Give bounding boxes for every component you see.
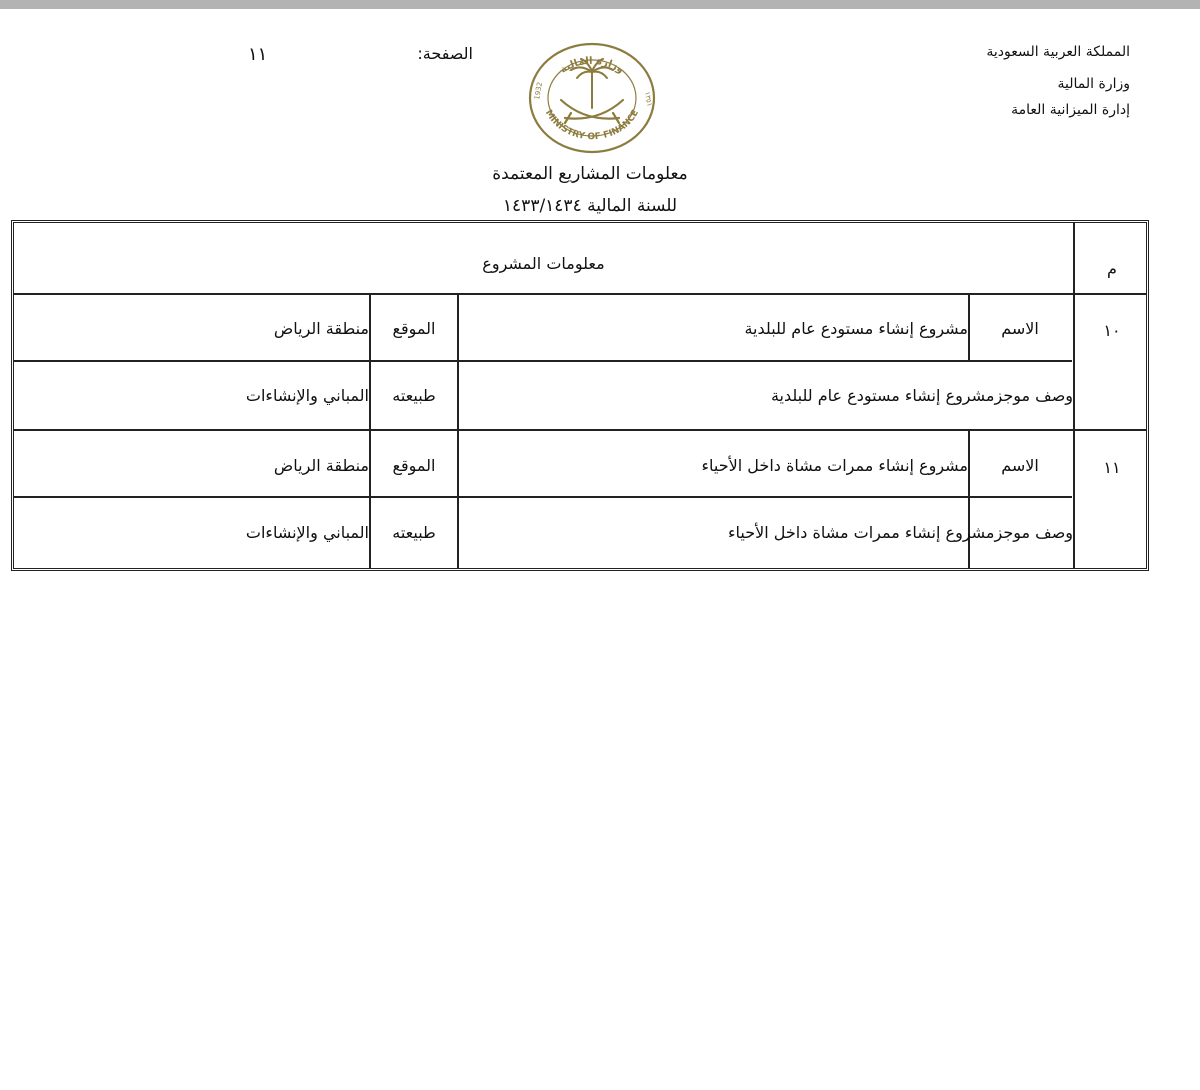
location-label: الموقع xyxy=(392,456,436,475)
desc-label: وصف موجز xyxy=(994,386,1073,405)
name-value: مشروع إنشاء ممرات مشاة داخل الأحياء xyxy=(701,456,968,475)
logo-year-left: 1932 xyxy=(533,81,545,101)
name-label: الاسم xyxy=(1001,319,1039,338)
desc-value: مشروع إنشاء مستودع عام للبلدية xyxy=(770,386,995,405)
header-ministry: وزارة المالية xyxy=(1057,76,1130,92)
projects-table xyxy=(11,220,1149,571)
name-value: مشروع إنشاء مستودع عام للبلدية xyxy=(744,319,968,338)
desc-value: مشروع إنشاء ممرات مشاة داخل الأحياء xyxy=(728,523,995,542)
ministry-of-finance-logo xyxy=(527,42,657,154)
logo-year-right: ١٣٥١ xyxy=(643,90,654,108)
logo-english-text: MINISTRY OF FINANCE xyxy=(542,108,642,143)
row-divider-header xyxy=(14,293,1146,295)
document-subtitle: للسنة المالية ١٤٣٣/١٤٣٤ xyxy=(502,196,678,216)
header-index: م xyxy=(1107,259,1117,278)
location-value: منطقة الرياض xyxy=(273,319,369,338)
document-title: معلومات المشاريع المعتمدة xyxy=(492,164,688,184)
header-department: إدارة الميزانية العامة xyxy=(1011,102,1130,118)
nature-value: المباني والإنشاءات xyxy=(245,523,369,542)
nature-value: المباني والإنشاءات xyxy=(245,386,369,405)
nature-label: طبيعته xyxy=(392,386,436,405)
row-divider-inner-1 xyxy=(14,360,1072,362)
top-border-bar xyxy=(0,0,1200,9)
record-index: ١١ xyxy=(1103,458,1121,477)
page-number: ١١ xyxy=(248,44,268,65)
location-label: الموقع xyxy=(392,319,436,338)
description xyxy=(459,523,1073,542)
location-value: منطقة الرياض xyxy=(273,456,369,475)
row-divider-inner-2 xyxy=(14,496,1072,498)
desc-label: وصف موجز xyxy=(994,523,1073,542)
row-divider-record xyxy=(14,429,1146,431)
description xyxy=(459,386,1073,405)
nature-label: طبيعته xyxy=(392,523,436,542)
svg-text:MINISTRY OF FINANCE xyxy=(543,108,641,142)
logo-arabic-text: وزارة المالية xyxy=(558,55,626,76)
header-country: المملكة العربية السعودية xyxy=(986,44,1130,60)
record-index: ١٠ xyxy=(1103,321,1121,340)
name-label: الاسم xyxy=(1001,456,1039,475)
page-label: الصفحة: xyxy=(417,44,473,63)
seal-icon xyxy=(527,42,657,154)
header-project-info: معلومات المشروع xyxy=(482,254,605,273)
